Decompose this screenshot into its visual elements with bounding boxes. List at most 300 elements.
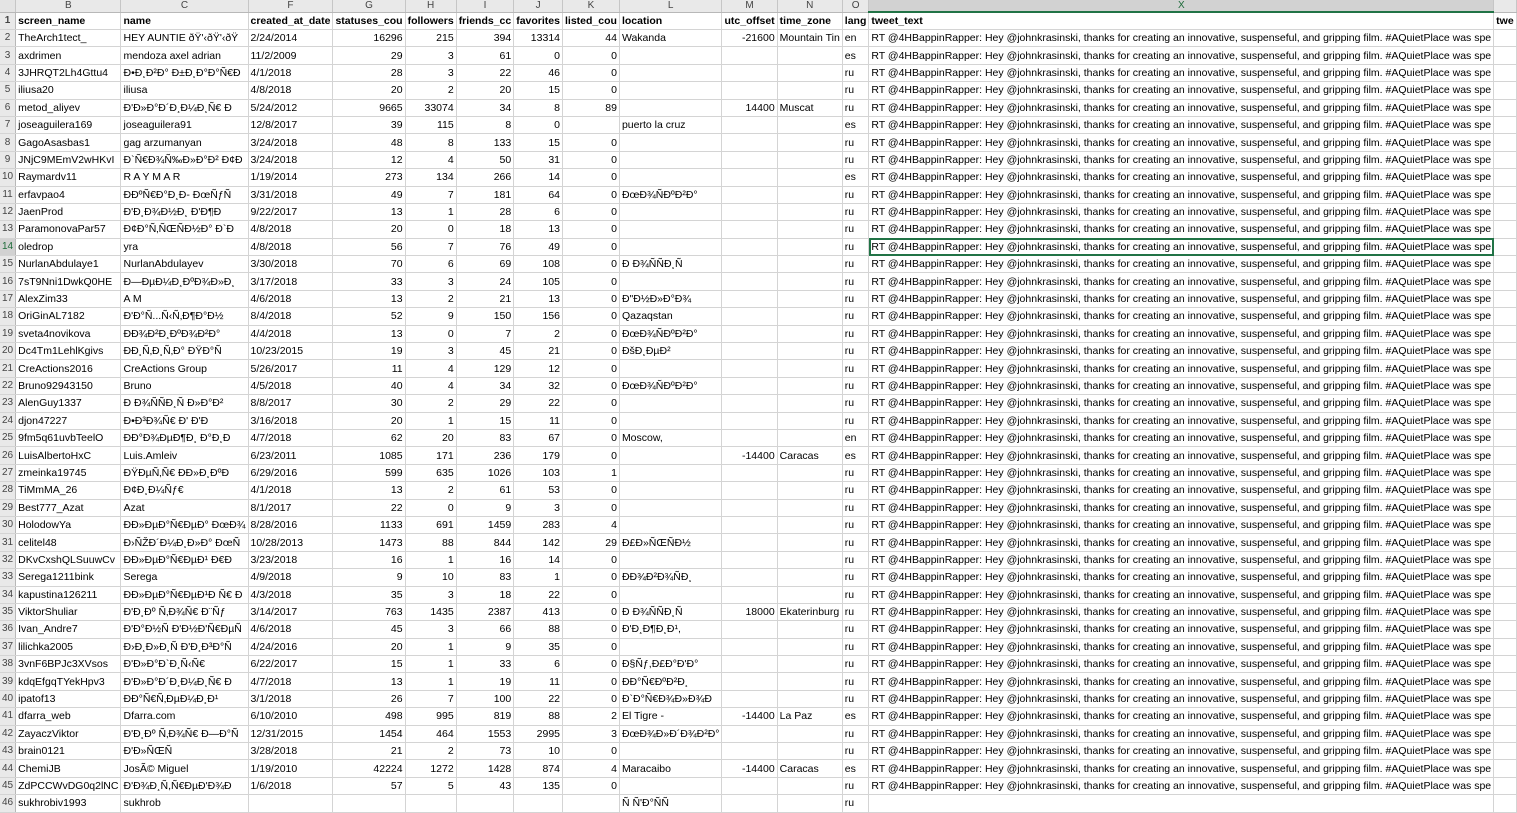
cell[interactable]: 3/16/2018 bbox=[248, 412, 333, 429]
cell[interactable]: 30 bbox=[333, 395, 405, 412]
column-header-o[interactable]: O bbox=[842, 0, 869, 12]
cell[interactable] bbox=[722, 256, 777, 273]
cell[interactable]: ru bbox=[842, 186, 869, 203]
row-header[interactable]: 12 bbox=[0, 203, 16, 220]
cell[interactable] bbox=[1494, 134, 1517, 151]
cell[interactable] bbox=[1494, 429, 1517, 446]
cell[interactable]: ru bbox=[842, 725, 869, 742]
cell[interactable]: 2 bbox=[514, 325, 563, 342]
cell[interactable]: RT @4HBappinRapper: Hey @johnkrasinski, thanks for creating an innovative, suspenseful, and gripping film. #AQuietPlace was spe bbox=[869, 30, 1494, 47]
row-header[interactable]: 5 bbox=[0, 82, 16, 99]
cell[interactable]: ÐœÐ¾ÑÐºÐ²Ð° bbox=[619, 325, 722, 342]
cell[interactable]: 40 bbox=[333, 377, 405, 394]
row-header[interactable]: 45 bbox=[0, 777, 16, 794]
cell[interactable]: 76 bbox=[456, 238, 514, 255]
cell[interactable]: 10 bbox=[514, 743, 563, 760]
cell[interactable] bbox=[777, 343, 842, 360]
cell[interactable]: 4/4/2018 bbox=[248, 325, 333, 342]
cell[interactable]: ÐÐ»ÐµÐ°Ñ€ÐµÐ¹Ð Ñ€ Ð bbox=[121, 586, 248, 603]
cell[interactable]: djon47227 bbox=[16, 412, 121, 429]
cell[interactable] bbox=[722, 569, 777, 586]
cell[interactable]: 10 bbox=[405, 569, 456, 586]
cell[interactable] bbox=[1494, 621, 1517, 638]
cell[interactable]: 1435 bbox=[405, 603, 456, 620]
cell[interactable]: 15 bbox=[456, 412, 514, 429]
cell[interactable]: 3/30/2018 bbox=[248, 256, 333, 273]
cell[interactable]: 9fm5q61uvbTeelO bbox=[16, 429, 121, 446]
cell[interactable]: Muscat bbox=[777, 99, 842, 116]
cell[interactable]: ru bbox=[842, 777, 869, 794]
cell[interactable]: 1 bbox=[405, 673, 456, 690]
cell[interactable] bbox=[1494, 290, 1517, 307]
cell[interactable]: 0 bbox=[563, 308, 620, 325]
cell[interactable]: 6 bbox=[514, 656, 563, 673]
row-header[interactable]: 9 bbox=[0, 151, 16, 168]
cell[interactable]: RT @4HBappinRapper: Hey @johnkrasinski, thanks for creating an innovative, suspenseful, and gripping film. #AQuietPlace was spe bbox=[869, 186, 1494, 203]
cell[interactable] bbox=[619, 464, 722, 481]
cell[interactable]: ru bbox=[842, 82, 869, 99]
cell[interactable] bbox=[619, 447, 722, 464]
cell[interactable]: 273 bbox=[333, 169, 405, 186]
cell[interactable]: 0 bbox=[563, 256, 620, 273]
cell[interactable]: La Paz bbox=[777, 708, 842, 725]
cell[interactable] bbox=[1494, 656, 1517, 673]
cell[interactable]: 5/26/2017 bbox=[248, 360, 333, 377]
cell[interactable]: 874 bbox=[514, 760, 563, 777]
cell[interactable]: Ð'Ð¸Ð¶Ð¸Ð¹, bbox=[619, 621, 722, 638]
row-header[interactable]: 25 bbox=[0, 429, 16, 446]
cell[interactable]: 3 bbox=[563, 725, 620, 742]
cell[interactable]: 0 bbox=[563, 377, 620, 394]
cell[interactable]: 3 bbox=[405, 586, 456, 603]
field-header-cell[interactable]: favorites bbox=[514, 12, 563, 30]
cell[interactable]: Ð'Ð¾Ð¸Ñ,Ñ€ÐµÐ'Ð¾Ð bbox=[121, 777, 248, 794]
cell[interactable]: 13 bbox=[333, 482, 405, 499]
cell[interactable]: 3 bbox=[405, 621, 456, 638]
cell[interactable]: 12 bbox=[333, 151, 405, 168]
cell[interactable]: 34 bbox=[456, 377, 514, 394]
cell[interactable] bbox=[777, 621, 842, 638]
cell[interactable] bbox=[777, 690, 842, 707]
cell[interactable]: Caracas bbox=[777, 760, 842, 777]
cell[interactable]: 599 bbox=[333, 464, 405, 481]
cell[interactable]: ru bbox=[842, 586, 869, 603]
cell[interactable]: 35 bbox=[514, 638, 563, 655]
cell[interactable]: AlexZim33 bbox=[16, 290, 121, 307]
cell[interactable]: 10/23/2015 bbox=[248, 343, 333, 360]
cell[interactable]: 4 bbox=[405, 360, 456, 377]
cell[interactable]: iliusa bbox=[121, 82, 248, 99]
cell[interactable] bbox=[777, 47, 842, 64]
cell[interactable]: RT @4HBappinRapper: Hey @johnkrasinski, thanks for creating an innovative, suspenseful, and gripping film. #AQuietPlace was spe bbox=[869, 256, 1494, 273]
cell[interactable] bbox=[722, 221, 777, 238]
cell[interactable]: 4/3/2018 bbox=[248, 586, 333, 603]
cell[interactable]: 135 bbox=[514, 777, 563, 794]
cell[interactable]: ParamonovaPar57 bbox=[16, 221, 121, 238]
row-header[interactable]: 2 bbox=[0, 30, 16, 47]
cell[interactable]: 15 bbox=[333, 656, 405, 673]
cell[interactable]: Caracas bbox=[777, 447, 842, 464]
cell[interactable]: CreActions Group bbox=[121, 360, 248, 377]
cell[interactable]: 1026 bbox=[456, 464, 514, 481]
row-header[interactable]: 1 bbox=[0, 12, 16, 30]
cell[interactable] bbox=[722, 551, 777, 568]
field-header-cell[interactable]: friends_cc bbox=[456, 12, 514, 30]
cell[interactable]: 13 bbox=[333, 673, 405, 690]
cell[interactable]: RT @4HBappinRapper: Hey @johnkrasinski, thanks for creating an innovative, suspenseful, and gripping film. #AQuietPlace was spe bbox=[869, 690, 1494, 707]
cell[interactable]: RT @4HBappinRapper: Hey @johnkrasinski, thanks for creating an innovative, suspenseful, and gripping film. #AQuietPlace was spe bbox=[869, 377, 1494, 394]
cell[interactable]: 12/31/2015 bbox=[248, 725, 333, 742]
cell[interactable] bbox=[1494, 777, 1517, 794]
cell[interactable] bbox=[722, 621, 777, 638]
cell[interactable]: es bbox=[842, 447, 869, 464]
cell[interactable]: Serega1211bink bbox=[16, 569, 121, 586]
cell[interactable] bbox=[777, 638, 842, 655]
cell[interactable]: 1133 bbox=[333, 516, 405, 533]
row-header[interactable]: 40 bbox=[0, 690, 16, 707]
cell[interactable]: joseaguilera91 bbox=[121, 116, 248, 133]
cell[interactable]: sukhrobiv1993 bbox=[16, 795, 121, 812]
cell[interactable]: Ñ Ñ'Ð°ÑÑ bbox=[619, 795, 722, 812]
cell[interactable] bbox=[722, 203, 777, 220]
cell[interactable]: RT @4HBappinRapper: Hey @johnkrasinski, thanks for creating an innovative, suspenseful, and gripping film. #AQuietPlace was spe bbox=[869, 47, 1494, 64]
cell[interactable]: 43 bbox=[456, 777, 514, 794]
cell[interactable]: 4 bbox=[563, 760, 620, 777]
cell[interactable] bbox=[722, 273, 777, 290]
cell[interactable]: Ð›Ð¸Ð»Ð¸Ñ Ð'Ð¸Ð³Ð°Ñ bbox=[121, 638, 248, 655]
cell[interactable]: 7 bbox=[405, 690, 456, 707]
cell[interactable]: 2/24/2014 bbox=[248, 30, 333, 47]
cell[interactable]: 14 bbox=[514, 169, 563, 186]
cell[interactable]: 0 bbox=[563, 343, 620, 360]
cell[interactable] bbox=[1494, 395, 1517, 412]
cell[interactable]: 50 bbox=[456, 151, 514, 168]
cell[interactable]: ru bbox=[842, 64, 869, 81]
cell[interactable]: 29 bbox=[456, 395, 514, 412]
cell[interactable]: 33 bbox=[456, 656, 514, 673]
cell[interactable] bbox=[1494, 99, 1517, 116]
cell[interactable] bbox=[722, 64, 777, 81]
cell[interactable]: 4 bbox=[405, 151, 456, 168]
cell[interactable]: 4/8/2018 bbox=[248, 82, 333, 99]
cell[interactable]: 22 bbox=[456, 64, 514, 81]
cell[interactable]: 9 bbox=[456, 499, 514, 516]
cell[interactable]: 15 bbox=[514, 134, 563, 151]
cell[interactable]: 6 bbox=[514, 203, 563, 220]
cell[interactable] bbox=[619, 273, 722, 290]
cell[interactable]: 11 bbox=[514, 412, 563, 429]
cell[interactable]: RT @4HBappinRapper: Hey @johnkrasinski, thanks for creating an innovative, suspenseful, and gripping film. #AQuietPlace was spe bbox=[869, 360, 1494, 377]
cell[interactable]: RT @4HBappinRapper: Hey @johnkrasinski, thanks for creating an innovative, suspenseful, and gripping film. #AQuietPlace was spe bbox=[869, 743, 1494, 760]
cell[interactable]: Ivan_Andre7 bbox=[16, 621, 121, 638]
cell[interactable] bbox=[1494, 482, 1517, 499]
cell[interactable]: 0 bbox=[563, 360, 620, 377]
cell[interactable]: 266 bbox=[456, 169, 514, 186]
cell[interactable]: 61 bbox=[456, 482, 514, 499]
cell[interactable]: RT @4HBappinRapper: Hey @johnkrasinski, thanks for creating an innovative, suspenseful, and gripping film. #AQuietPlace was spe bbox=[869, 777, 1494, 794]
cell[interactable] bbox=[1494, 186, 1517, 203]
cell[interactable]: 0 bbox=[563, 482, 620, 499]
cell[interactable]: 1 bbox=[563, 464, 620, 481]
cell[interactable]: 20 bbox=[333, 82, 405, 99]
cell[interactable]: -14400 bbox=[722, 760, 777, 777]
cell[interactable]: ÐÐ°Ð¾ÐµÐ¶Ð¸ Ð°Ð¸Ð bbox=[121, 429, 248, 446]
cell[interactable]: 0 bbox=[563, 221, 620, 238]
cell[interactable] bbox=[1494, 499, 1517, 516]
cell[interactable]: RT @4HBappinRapper: Hey @johnkrasinski, thanks for creating an innovative, suspenseful, and gripping film. #AQuietPlace was spe bbox=[869, 569, 1494, 586]
cell[interactable]: 13 bbox=[333, 290, 405, 307]
cell[interactable]: Ð"Ð½Ð»Ð°Ð¾ bbox=[619, 290, 722, 307]
row-header[interactable]: 18 bbox=[0, 308, 16, 325]
cell[interactable] bbox=[619, 395, 722, 412]
cell[interactable] bbox=[619, 82, 722, 99]
cell[interactable]: 29 bbox=[563, 534, 620, 551]
cell[interactable]: 129 bbox=[456, 360, 514, 377]
cell[interactable]: 16296 bbox=[333, 30, 405, 47]
cell[interactable]: TheArch1tect_ bbox=[16, 30, 121, 47]
cell[interactable] bbox=[777, 273, 842, 290]
cell[interactable]: RT @4HBappinRapper: Hey @johnkrasinski, thanks for creating an innovative, suspenseful, and gripping film. #AQuietPlace was spe bbox=[869, 603, 1494, 620]
cell[interactable] bbox=[722, 377, 777, 394]
cell[interactable]: Ð`Ñ€Ð¾Ñ‰Ð»Ð°Ð² Ð¢Ð bbox=[121, 151, 248, 168]
cell[interactable]: TiMmMA_26 bbox=[16, 482, 121, 499]
cell[interactable] bbox=[619, 499, 722, 516]
cell[interactable] bbox=[722, 116, 777, 133]
cell[interactable]: ÐÐ°Ñ€ÐºÐ²Ð¸ bbox=[619, 673, 722, 690]
cell[interactable]: puerto la cruz bbox=[619, 116, 722, 133]
cell[interactable]: RT @4HBappinRapper: Hey @johnkrasinski, thanks for creating an innovative, suspenseful, and gripping film. #AQuietPlace was spe bbox=[869, 134, 1494, 151]
cell[interactable]: 48 bbox=[333, 134, 405, 151]
cell[interactable] bbox=[777, 134, 842, 151]
row-header[interactable]: 13 bbox=[0, 221, 16, 238]
column-header-c[interactable]: C bbox=[121, 0, 248, 12]
cell[interactable]: RT @4HBappinRapper: Hey @johnkrasinski, thanks for creating an innovative, suspenseful, and gripping film. #AQuietPlace was spe bbox=[869, 499, 1494, 516]
cell[interactable] bbox=[619, 238, 722, 255]
cell[interactable]: 1553 bbox=[456, 725, 514, 742]
cell[interactable]: 4/5/2018 bbox=[248, 377, 333, 394]
cell[interactable]: Ð Ð¾ÑÑÐ¸Ñ Ð»Ð°Ð² bbox=[121, 395, 248, 412]
cell[interactable]: ÐŸÐµÑ‚Ñ€ ÐÐ»Ð¸ÐºÐ bbox=[121, 464, 248, 481]
cell[interactable]: 134 bbox=[405, 169, 456, 186]
cell[interactable]: Ð Ð¾ÑÑÐ¸Ñ bbox=[619, 603, 722, 620]
cell[interactable] bbox=[722, 482, 777, 499]
cell[interactable]: 83 bbox=[456, 569, 514, 586]
cell[interactable]: RT @4HBappinRapper: Hey @johnkrasinski, thanks for creating an innovative, suspenseful, and gripping film. #AQuietPlace was spe bbox=[869, 429, 1494, 446]
cell[interactable] bbox=[722, 151, 777, 168]
cell[interactable]: 0 bbox=[563, 151, 620, 168]
cell[interactable] bbox=[777, 290, 842, 307]
cell[interactable]: 21 bbox=[514, 343, 563, 360]
cell[interactable]: 4/1/2018 bbox=[248, 482, 333, 499]
cell[interactable]: RT @4HBappinRapper: Hey @johnkrasinski, thanks for creating an innovative, suspenseful, and gripping film. #AQuietPlace was spe bbox=[869, 238, 1494, 255]
cell[interactable] bbox=[1494, 412, 1517, 429]
row-header[interactable]: 39 bbox=[0, 673, 16, 690]
cell[interactable]: RT @4HBappinRapper: Hey @johnkrasinski, thanks for creating an innovative, suspenseful, and gripping film. #AQuietPlace was spe bbox=[869, 656, 1494, 673]
cell[interactable]: 0 bbox=[563, 690, 620, 707]
cell[interactable]: JaenProd bbox=[16, 203, 121, 220]
cell[interactable] bbox=[619, 360, 722, 377]
cell[interactable]: Ð'Ð¸Ðº Ñ‚Ð¾Ñ€ Ð—Ð°Ñ bbox=[121, 725, 248, 742]
cell[interactable]: ru bbox=[842, 603, 869, 620]
row-header[interactable]: 14 bbox=[0, 238, 16, 255]
cell[interactable]: Ð—ÐµÐ¼Ð¸ÐºÐ¾Ð»Ð¸ bbox=[121, 273, 248, 290]
cell[interactable]: ru bbox=[842, 795, 869, 812]
cell[interactable]: 7 bbox=[456, 325, 514, 342]
cell[interactable] bbox=[722, 290, 777, 307]
cell[interactable] bbox=[619, 638, 722, 655]
cell[interactable]: Raymardv11 bbox=[16, 169, 121, 186]
cell[interactable]: 6/22/2017 bbox=[248, 656, 333, 673]
cell[interactable]: 0 bbox=[563, 186, 620, 203]
cell[interactable] bbox=[1494, 82, 1517, 99]
cell[interactable]: 15 bbox=[514, 82, 563, 99]
cell[interactable]: 100 bbox=[456, 690, 514, 707]
cell[interactable]: 0 bbox=[563, 569, 620, 586]
cell[interactable]: ru bbox=[842, 638, 869, 655]
column-header-n[interactable]: N bbox=[777, 0, 842, 12]
row-header[interactable]: 22 bbox=[0, 377, 16, 394]
cell[interactable] bbox=[563, 116, 620, 133]
cell[interactable]: celitel48 bbox=[16, 534, 121, 551]
cell[interactable] bbox=[722, 725, 777, 742]
cell[interactable]: 1085 bbox=[333, 447, 405, 464]
cell[interactable]: 33074 bbox=[405, 99, 456, 116]
field-header-cell[interactable]: screen_name bbox=[16, 12, 121, 30]
cell[interactable]: 691 bbox=[405, 516, 456, 533]
cell[interactable]: 16 bbox=[333, 551, 405, 568]
cell[interactable]: 103 bbox=[514, 464, 563, 481]
cell[interactable]: ru bbox=[842, 308, 869, 325]
cell[interactable]: Ð¢Ð°Ñ‚ÑŒÑÐ½Ð° Ð`Ð bbox=[121, 221, 248, 238]
cell[interactable] bbox=[777, 221, 842, 238]
row-header[interactable]: 11 bbox=[0, 186, 16, 203]
cell[interactable]: Maracaibo bbox=[619, 760, 722, 777]
cell[interactable] bbox=[514, 795, 563, 812]
cell[interactable]: ru bbox=[842, 151, 869, 168]
cell[interactable]: ru bbox=[842, 290, 869, 307]
cell[interactable]: RT @4HBappinRapper: Hey @johnkrasinski, thanks for creating an innovative, suspenseful, and gripping film. #AQuietPlace was spe bbox=[869, 308, 1494, 325]
cell[interactable]: RT @4HBappinRapper: Hey @johnkrasinski, thanks for creating an innovative, suspenseful, and gripping film. #AQuietPlace was spe bbox=[869, 151, 1494, 168]
cell[interactable] bbox=[1494, 308, 1517, 325]
cell[interactable]: Dc4Tm1LehlKgivs bbox=[16, 343, 121, 360]
cell[interactable] bbox=[1494, 760, 1517, 777]
cell[interactable] bbox=[1494, 743, 1517, 760]
cell[interactable]: es bbox=[842, 116, 869, 133]
field-header-cell[interactable]: tweet_text bbox=[869, 12, 1494, 30]
cell[interactable]: RT @4HBappinRapper: Hey @johnkrasinski, thanks for creating an innovative, suspenseful, and gripping film. #AQuietPlace was spe bbox=[869, 82, 1494, 99]
cell[interactable]: ru bbox=[842, 377, 869, 394]
cell[interactable] bbox=[722, 238, 777, 255]
cell[interactable] bbox=[722, 464, 777, 481]
cell[interactable]: 0 bbox=[405, 325, 456, 342]
cell[interactable]: 1/19/2014 bbox=[248, 169, 333, 186]
cell[interactable] bbox=[1494, 273, 1517, 290]
row-header[interactable]: 26 bbox=[0, 447, 16, 464]
cell[interactable]: gag arzumanyan bbox=[121, 134, 248, 151]
row-header[interactable]: 37 bbox=[0, 638, 16, 655]
cell[interactable]: 0 bbox=[563, 551, 620, 568]
cell[interactable]: RT @4HBappinRapper: Hey @johnkrasinski, thanks for creating an innovative, suspenseful, and gripping film. #AQuietPlace was spe bbox=[869, 412, 1494, 429]
cell[interactable] bbox=[722, 656, 777, 673]
cell[interactable]: 2387 bbox=[456, 603, 514, 620]
cell[interactable]: ÐÐºÑ€Ð°Ð¸Ð- ÐœÑƒÑ bbox=[121, 186, 248, 203]
cell[interactable]: 2 bbox=[405, 395, 456, 412]
cell[interactable]: ru bbox=[842, 412, 869, 429]
cell[interactable]: 12/8/2017 bbox=[248, 116, 333, 133]
cell[interactable]: ru bbox=[842, 99, 869, 116]
cell[interactable] bbox=[619, 482, 722, 499]
cell[interactable] bbox=[722, 186, 777, 203]
cell[interactable]: 66 bbox=[456, 621, 514, 638]
cell[interactable]: 4/6/2018 bbox=[248, 621, 333, 638]
cell[interactable] bbox=[722, 169, 777, 186]
cell[interactable]: 13 bbox=[333, 325, 405, 342]
field-header-cell[interactable]: followers bbox=[405, 12, 456, 30]
cell[interactable]: 16 bbox=[456, 551, 514, 568]
cell[interactable]: RT @4HBappinRapper: Hey @johnkrasinski, thanks for creating an innovative, suspenseful, and gripping film. #AQuietPlace was spe bbox=[869, 516, 1494, 533]
cell[interactable]: 7 bbox=[405, 186, 456, 203]
cell[interactable]: JNjC9MEmV2wHKvI bbox=[16, 151, 121, 168]
cell[interactable] bbox=[777, 377, 842, 394]
row-header[interactable]: 34 bbox=[0, 586, 16, 603]
cell[interactable]: ru bbox=[842, 743, 869, 760]
row-header[interactable]: 44 bbox=[0, 760, 16, 777]
cell[interactable]: kdqEfgqTYekHpv3 bbox=[16, 673, 121, 690]
cell[interactable]: 18000 bbox=[722, 603, 777, 620]
cell[interactable]: Moscow, bbox=[619, 429, 722, 446]
cell[interactable] bbox=[1494, 151, 1517, 168]
cell[interactable] bbox=[619, 151, 722, 168]
cell[interactable]: RT @4HBappinRapper: Hey @johnkrasinski, thanks for creating an innovative, suspenseful, and gripping film. #AQuietPlace was spe bbox=[869, 464, 1494, 481]
cell[interactable]: 6/23/2011 bbox=[248, 447, 333, 464]
row-header[interactable]: 19 bbox=[0, 325, 16, 342]
cell[interactable]: 8 bbox=[405, 134, 456, 151]
cell[interactable] bbox=[1494, 343, 1517, 360]
cell[interactable]: brain0121 bbox=[16, 743, 121, 760]
cell[interactable] bbox=[722, 429, 777, 446]
cell[interactable] bbox=[619, 586, 722, 603]
cell[interactable] bbox=[722, 395, 777, 412]
row-header[interactable]: 8 bbox=[0, 134, 16, 151]
cell[interactable]: Ð'Ð»Ð°Ð´Ð¸Ð¼Ð¸Ñ€ Ð bbox=[121, 99, 248, 116]
cell[interactable]: RT @4HBappinRapper: Hey @johnkrasinski, thanks for creating an innovative, suspenseful, and gripping film. #AQuietPlace was spe bbox=[869, 169, 1494, 186]
cell[interactable]: ru bbox=[842, 273, 869, 290]
cell[interactable]: axdrimen bbox=[16, 47, 121, 64]
cell[interactable]: NurlanAbdulaye1 bbox=[16, 256, 121, 273]
cell[interactable]: Ð›ÑŽÐ´Ð¼Ð¸Ð»Ð° ÐœÑ bbox=[121, 534, 248, 551]
cell[interactable] bbox=[1494, 725, 1517, 742]
cell[interactable] bbox=[722, 360, 777, 377]
cell[interactable]: ÐÐ¾Ð²Ð¸ÐºÐ¾Ð²Ð° bbox=[121, 325, 248, 342]
cell[interactable] bbox=[722, 534, 777, 551]
cell[interactable]: 0 bbox=[563, 169, 620, 186]
cell[interactable]: -14400 bbox=[722, 447, 777, 464]
cell[interactable]: 11/2/2009 bbox=[248, 47, 333, 64]
cell[interactable] bbox=[619, 134, 722, 151]
cell[interactable] bbox=[722, 325, 777, 342]
cell[interactable]: Ekaterinburg bbox=[777, 603, 842, 620]
cell[interactable]: LuisAlbertoHxC bbox=[16, 447, 121, 464]
cell[interactable]: joseaguilera169 bbox=[16, 116, 121, 133]
row-header[interactable]: 15 bbox=[0, 256, 16, 273]
cell[interactable]: Ð'Ð»Ð°Ð´Ð¸Ð¼Ð¸Ñ€ Ð bbox=[121, 673, 248, 690]
row-header[interactable]: 4 bbox=[0, 64, 16, 81]
cell[interactable]: ru bbox=[842, 343, 869, 360]
cell[interactable] bbox=[619, 516, 722, 533]
cell[interactable]: 13314 bbox=[514, 30, 563, 47]
cell[interactable]: 413 bbox=[514, 603, 563, 620]
cell[interactable]: 64 bbox=[514, 186, 563, 203]
